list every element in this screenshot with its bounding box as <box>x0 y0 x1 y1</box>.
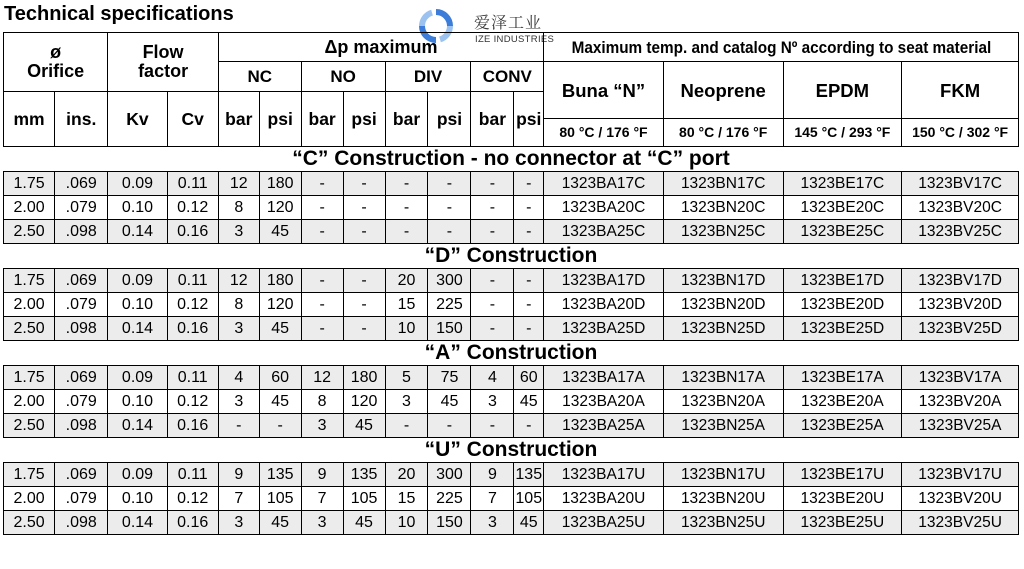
table-cell: 45 <box>514 390 544 414</box>
table-cell: 4 <box>218 366 259 390</box>
catalog-number-cell: 1323BN17D <box>663 269 783 293</box>
section-title: “A” Construction <box>4 341 1019 366</box>
catalog-number-cell: 1323BN20D <box>663 293 783 317</box>
catalog-number-cell: 1323BN20A <box>663 390 783 414</box>
table-cell: 12 <box>301 366 343 390</box>
diameter-symbol: ø <box>50 42 62 62</box>
table-cell: - <box>385 172 428 196</box>
catalog-number-cell: 1323BA20A <box>544 390 664 414</box>
table-cell: - <box>301 293 343 317</box>
unit-mm: mm <box>4 92 55 147</box>
material-header: Maximum temp. and catalog Nº according to seat material <box>567 33 994 62</box>
table-cell: 3 <box>301 414 343 438</box>
table-cell: - <box>514 196 544 220</box>
table-cell: .079 <box>55 487 108 511</box>
catalog-number-cell: 1323BE20C <box>783 196 902 220</box>
table-cell: - <box>428 196 471 220</box>
specifications-body <box>4 147 1019 535</box>
catalog-number-cell: 1323BA17A <box>544 366 664 390</box>
section-header-row <box>4 341 1019 366</box>
table-cell: 45 <box>343 414 385 438</box>
table-cell: - <box>343 269 385 293</box>
catalog-number-cell: 1323BN20C <box>663 196 783 220</box>
table-cell: 75 <box>428 366 471 390</box>
table-cell: 3 <box>385 390 428 414</box>
table-cell: - <box>301 196 343 220</box>
catalog-number-cell: 1323BV20U <box>902 487 1019 511</box>
dp-max-header: Δp maximum <box>218 33 543 62</box>
table-cell: - <box>471 220 514 244</box>
table-cell: 3 <box>218 220 259 244</box>
table-cell: - <box>343 293 385 317</box>
flow-label-line2: factor <box>138 61 189 81</box>
table-cell: 4 <box>471 366 514 390</box>
table-cell: 1.75 <box>4 366 55 390</box>
unit-kv: Kv <box>108 92 167 147</box>
table-cell: 105 <box>343 487 385 511</box>
table-cell: - <box>259 414 301 438</box>
flow-factor-header <box>108 33 218 92</box>
table-cell: 0.14 <box>108 414 167 438</box>
table-cell: 0.16 <box>167 317 218 341</box>
table-cell: 20 <box>385 463 428 487</box>
table-cell: 180 <box>343 366 385 390</box>
catalog-number-cell: 1323BE17C <box>783 172 902 196</box>
temp-epdm: 145 °C / 293 °F <box>783 119 902 147</box>
table-cell: .069 <box>55 172 108 196</box>
table-row <box>4 172 1019 196</box>
table-cell: 0.09 <box>108 269 167 293</box>
catalog-number-cell: 1323BN25D <box>663 317 783 341</box>
catalog-number-cell: 1323BE17U <box>783 463 902 487</box>
section-header-row <box>4 147 1019 172</box>
logo-chinese-text: 爱泽工业 <box>474 15 543 32</box>
no-psi: psi <box>343 92 385 147</box>
table-cell: 0.11 <box>167 172 218 196</box>
table-cell: 2.50 <box>4 220 55 244</box>
table-cell: 2.00 <box>4 196 55 220</box>
table-cell: .098 <box>55 511 108 535</box>
table-cell: 0.10 <box>108 293 167 317</box>
table-row <box>4 269 1019 293</box>
table-cell: 45 <box>259 220 301 244</box>
table-cell: 15 <box>385 487 428 511</box>
catalog-number-cell: 1323BN25A <box>663 414 783 438</box>
temp-buna: 80 °C / 176 °F <box>544 119 664 147</box>
table-cell: 9 <box>218 463 259 487</box>
table-cell: - <box>471 293 514 317</box>
table-cell: - <box>471 317 514 341</box>
catalog-number-cell: 1323BA20D <box>544 293 664 317</box>
table-row <box>4 390 1019 414</box>
table-cell: 0.09 <box>108 172 167 196</box>
table-cell: 3 <box>471 390 514 414</box>
table-cell: 3 <box>218 390 259 414</box>
table-cell: 135 <box>343 463 385 487</box>
nc-header: NC <box>218 62 301 92</box>
table-cell: 0.12 <box>167 487 218 511</box>
table-cell: 2.50 <box>4 511 55 535</box>
catalog-number-cell: 1323BE25D <box>783 317 902 341</box>
orifice-header <box>4 33 108 92</box>
table-cell: .098 <box>55 414 108 438</box>
temp-fkm: 150 °C / 302 °F <box>902 119 1019 147</box>
nc-bar: bar <box>218 92 259 147</box>
table-cell: 0.16 <box>167 511 218 535</box>
catalog-number-cell: 1323BV17C <box>902 172 1019 196</box>
section-title: “C” Construction - no connector at “C” port <box>4 147 1019 172</box>
material-buna: Buna “N” <box>544 62 664 119</box>
table-cell: - <box>514 220 544 244</box>
div-header: DIV <box>385 62 471 92</box>
table-row <box>4 293 1019 317</box>
table-cell: 15 <box>385 293 428 317</box>
flow-label-line1: Flow <box>142 42 184 62</box>
table-cell: 10 <box>385 317 428 341</box>
table-cell: 45 <box>428 390 471 414</box>
table-cell: 225 <box>428 487 471 511</box>
table-cell: 45 <box>514 511 544 535</box>
table-cell: 10 <box>385 511 428 535</box>
table-cell: 45 <box>343 511 385 535</box>
table-cell: 12 <box>218 269 259 293</box>
table-cell: 150 <box>428 511 471 535</box>
table-cell: 9 <box>471 463 514 487</box>
catalog-number-cell: 1323BE20U <box>783 487 902 511</box>
table-cell: - <box>428 414 471 438</box>
temp-neoprene: 80 °C / 176 °F <box>663 119 783 147</box>
table-cell: 0.10 <box>108 487 167 511</box>
table-cell: .069 <box>55 269 108 293</box>
catalog-number-cell: 1323BA17U <box>544 463 664 487</box>
table-cell: - <box>471 414 514 438</box>
catalog-number-cell: 1323BV25A <box>902 414 1019 438</box>
table-cell: 0.09 <box>108 366 167 390</box>
catalog-number-cell: 1323BV20D <box>902 293 1019 317</box>
catalog-number-cell: 1323BE17A <box>783 366 902 390</box>
table-cell: 7 <box>471 487 514 511</box>
table-cell: 2.00 <box>4 390 55 414</box>
table-row <box>4 511 1019 535</box>
table-cell: 20 <box>385 269 428 293</box>
table-cell: .069 <box>55 366 108 390</box>
table-cell: - <box>301 172 343 196</box>
table-cell: 300 <box>428 463 471 487</box>
table-cell: 300 <box>428 269 471 293</box>
table-cell: 2.00 <box>4 487 55 511</box>
table-cell: 150 <box>428 317 471 341</box>
div-psi: psi <box>428 92 471 147</box>
table-cell: 0.10 <box>108 196 167 220</box>
table-cell: 0.11 <box>167 366 218 390</box>
catalog-number-cell: 1323BV25D <box>902 317 1019 341</box>
catalog-number-cell: 1323BE25A <box>783 414 902 438</box>
table-cell: - <box>428 172 471 196</box>
material-epdm: EPDM <box>783 62 902 119</box>
table-row <box>4 463 1019 487</box>
table-cell: 45 <box>259 317 301 341</box>
section-header-row <box>4 244 1019 269</box>
orifice-label: Orifice <box>27 61 85 81</box>
table-cell: 7 <box>301 487 343 511</box>
material-fkm: FKM <box>902 62 1019 119</box>
table-cell: 180 <box>259 269 301 293</box>
table-cell: - <box>514 269 544 293</box>
table-cell: 0.14 <box>108 511 167 535</box>
catalog-number-cell: 1323BV25U <box>902 511 1019 535</box>
table-cell: - <box>218 414 259 438</box>
table-cell: 135 <box>514 463 544 487</box>
catalog-number-cell: 1323BN25C <box>663 220 783 244</box>
table-cell: - <box>514 172 544 196</box>
table-cell: 5 <box>385 366 428 390</box>
table-row <box>4 487 1019 511</box>
table-cell: - <box>343 196 385 220</box>
table-cell: 0.16 <box>167 220 218 244</box>
catalog-number-cell: 1323BV17U <box>902 463 1019 487</box>
page-title: Technical specifications <box>4 3 234 25</box>
table-cell: 0.11 <box>167 269 218 293</box>
div-bar: bar <box>385 92 428 147</box>
catalog-number-cell: 1323BA25U <box>544 511 664 535</box>
catalog-number-cell: 1323BA17D <box>544 269 664 293</box>
table-cell: 7 <box>218 487 259 511</box>
table-cell: .098 <box>55 220 108 244</box>
catalog-number-cell: 1323BV17D <box>902 269 1019 293</box>
table-cell: 8 <box>218 293 259 317</box>
catalog-number-cell: 1323BA20U <box>544 487 664 511</box>
catalog-number-cell: 1323BA17C <box>544 172 664 196</box>
table-cell: 12 <box>218 172 259 196</box>
table-cell: 0.12 <box>167 390 218 414</box>
catalog-number-cell: 1323BE25U <box>783 511 902 535</box>
table-row <box>4 366 1019 390</box>
table-cell: - <box>343 172 385 196</box>
conv-psi: psi <box>514 92 544 147</box>
specifications-table <box>3 32 1019 535</box>
table-cell: - <box>514 293 544 317</box>
table-cell: 0.12 <box>167 293 218 317</box>
table-cell: 3 <box>218 511 259 535</box>
catalog-number-cell: 1323BN20U <box>663 487 783 511</box>
table-cell: 3 <box>218 317 259 341</box>
table-cell: - <box>514 317 544 341</box>
table-cell: 0.14 <box>108 317 167 341</box>
section-header-row <box>4 438 1019 463</box>
table-cell: - <box>385 220 428 244</box>
catalog-number-cell: 1323BA20C <box>544 196 664 220</box>
table-cell: 0.10 <box>108 390 167 414</box>
catalog-number-cell: 1323BN17U <box>663 463 783 487</box>
table-cell: 0.14 <box>108 220 167 244</box>
table-cell: - <box>385 414 428 438</box>
table-cell: 3 <box>471 511 514 535</box>
table-cell: 120 <box>259 293 301 317</box>
catalog-number-cell: 1323BV20C <box>902 196 1019 220</box>
conv-header: CONV <box>471 62 544 92</box>
table-row <box>4 414 1019 438</box>
table-cell: 60 <box>259 366 301 390</box>
table-cell: 0.12 <box>167 196 218 220</box>
table-cell: 9 <box>301 463 343 487</box>
material-neoprene: Neoprene <box>663 62 783 119</box>
catalog-number-cell: 1323BA25D <box>544 317 664 341</box>
catalog-number-cell: 1323BE25C <box>783 220 902 244</box>
table-cell: 105 <box>514 487 544 511</box>
table-cell: 60 <box>514 366 544 390</box>
table-cell: - <box>343 317 385 341</box>
table-cell: - <box>471 269 514 293</box>
no-bar: bar <box>301 92 343 147</box>
table-cell: .069 <box>55 463 108 487</box>
table-cell: .079 <box>55 196 108 220</box>
table-cell: 2.00 <box>4 293 55 317</box>
catalog-number-cell: 1323BV17A <box>902 366 1019 390</box>
table-cell: 225 <box>428 293 471 317</box>
table-row <box>4 317 1019 341</box>
table-cell: 105 <box>259 487 301 511</box>
table-cell: 3 <box>301 511 343 535</box>
section-title: “D” Construction <box>4 244 1019 269</box>
table-cell: .079 <box>55 390 108 414</box>
table-cell: - <box>471 196 514 220</box>
unit-cv: Cv <box>167 92 218 147</box>
catalog-number-cell: 1323BE17D <box>783 269 902 293</box>
conv-bar: bar <box>471 92 514 147</box>
table-cell: - <box>301 317 343 341</box>
table-cell: 0.09 <box>108 463 167 487</box>
table-cell: 8 <box>218 196 259 220</box>
table-cell: 0.11 <box>167 463 218 487</box>
table-cell: 120 <box>259 196 301 220</box>
table-cell: - <box>343 220 385 244</box>
catalog-number-cell: 1323BA25A <box>544 414 664 438</box>
table-cell: 180 <box>259 172 301 196</box>
table-cell: 8 <box>301 390 343 414</box>
logo-english-text: IZE INDUSTRIES <box>475 34 555 45</box>
table-cell: 1.75 <box>4 269 55 293</box>
catalog-number-cell: 1323BA25C <box>544 220 664 244</box>
table-row <box>4 196 1019 220</box>
table-cell: 45 <box>259 511 301 535</box>
catalog-number-cell: 1323BN25U <box>663 511 783 535</box>
table-cell: .079 <box>55 293 108 317</box>
catalog-number-cell: 1323BV20A <box>902 390 1019 414</box>
table-cell: 1.75 <box>4 463 55 487</box>
table-cell: - <box>428 220 471 244</box>
catalog-number-cell: 1323BN17A <box>663 366 783 390</box>
table-cell: 2.50 <box>4 317 55 341</box>
catalog-number-cell: 1323BN17C <box>663 172 783 196</box>
catalog-number-cell: 1323BE20D <box>783 293 902 317</box>
table-cell: 2.50 <box>4 414 55 438</box>
table-cell: 0.16 <box>167 414 218 438</box>
section-title: “U” Construction <box>4 438 1019 463</box>
nc-psi: psi <box>259 92 301 147</box>
table-cell: - <box>301 269 343 293</box>
no-header: NO <box>301 62 385 92</box>
table-cell: - <box>301 220 343 244</box>
unit-ins: ins. <box>55 92 108 147</box>
catalog-number-cell: 1323BV25C <box>902 220 1019 244</box>
table-cell: - <box>514 414 544 438</box>
catalog-number-cell: 1323BE20A <box>783 390 902 414</box>
table-cell: - <box>385 196 428 220</box>
table-cell: .098 <box>55 317 108 341</box>
table-cell: 45 <box>259 390 301 414</box>
table-cell: 120 <box>343 390 385 414</box>
table-row <box>4 220 1019 244</box>
table-cell: 1.75 <box>4 172 55 196</box>
table-cell: - <box>471 172 514 196</box>
table-cell: 135 <box>259 463 301 487</box>
